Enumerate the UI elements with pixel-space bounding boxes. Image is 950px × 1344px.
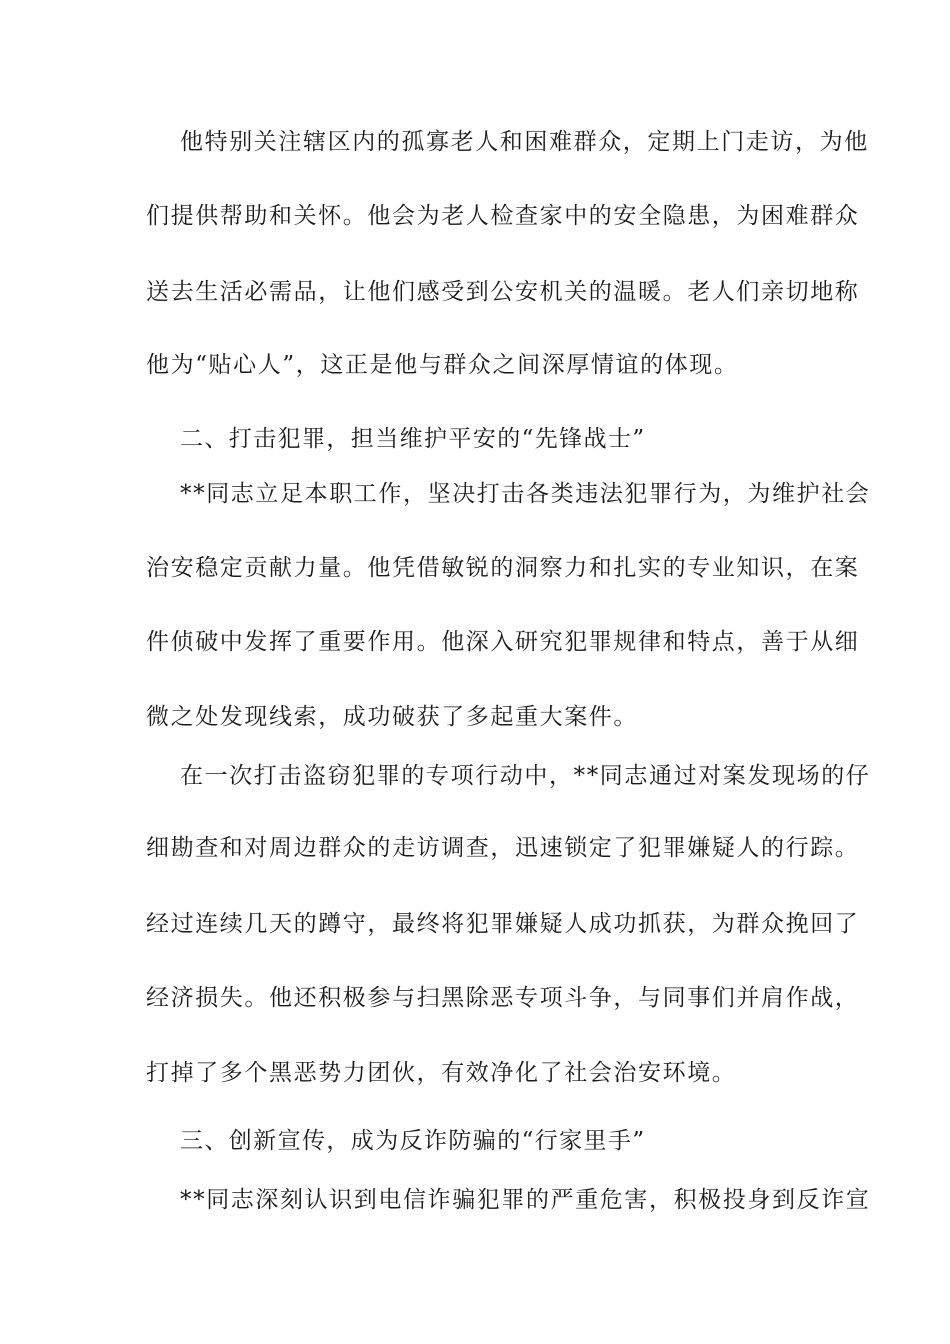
paragraph-line: 件侦破中发挥了重要作用。他深入研究犯罪规律和特点，善于从细 <box>146 629 860 655</box>
paragraph-line: 们提供帮助和关怀。他会为老人检查家中的安全隐患，为困难群众 <box>146 203 860 229</box>
paragraph-line: 治安稳定贡献力量。他凭借敏锐的洞察力和扎实的专业知识，在案 <box>146 555 860 581</box>
paragraph-line: 经过连续几天的蹲守，最终将犯罪嫌疑人成功抓获，为群众挽回了 <box>146 911 860 937</box>
paragraph-line: 他特别关注辖区内的孤寡老人和困难群众，定期上门走访，为他 <box>180 129 869 155</box>
paragraph-line: 送去生活必需品，让他们感受到公安机关的温暖。老人们亲切地称 <box>146 279 860 305</box>
paragraph-line: **同志深刻认识到电信诈骗犯罪的严重危害，积极投身到反诈宣 <box>180 1187 871 1213</box>
paragraph-line: **同志立足本职工作，坚决打击各类违法犯罪行为，为维护社会 <box>180 481 871 507</box>
paragraph-line: 微之处发现线索，成功破获了多起重大案件。 <box>146 704 638 730</box>
paragraph-line: 他为“贴心人”，这正是他与群众之间深厚情谊的体现。 <box>146 352 739 378</box>
section-heading: 三、创新宣传，成为反诈防骗的“行家里手” <box>180 1128 646 1154</box>
paragraph-line: 细勘查和对周边群众的走访调查，迅速锁定了犯罪嫌疑人的行踪。 <box>146 835 860 861</box>
section-heading: 二、打击犯罪，担当维护平安的“先锋战士” <box>180 426 646 452</box>
paragraph-line: 经济损失。他还积极参与扫黑除恶专项斗争，与同事们并肩作战， <box>146 985 860 1011</box>
paragraph-line: 在一次打击盗窃犯罪的专项行动中，**同志通过对案发现场的仔 <box>180 763 871 789</box>
paragraph-line: 打掉了多个黑恶势力团伙，有效净化了社会治安环境。 <box>146 1060 737 1086</box>
